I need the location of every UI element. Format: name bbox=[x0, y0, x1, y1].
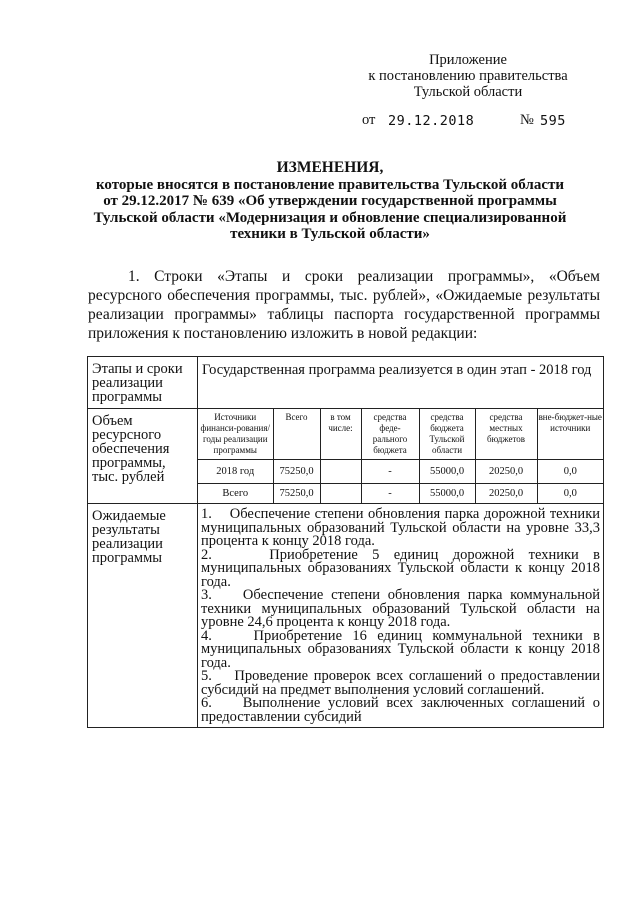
data-cell: 55000,0 bbox=[419, 484, 475, 504]
header-cell: Всего bbox=[273, 409, 320, 460]
row-label: Этапы и сроки реализации программы bbox=[88, 357, 198, 409]
data-cell: 75250,0 bbox=[273, 460, 320, 484]
data-cell bbox=[320, 460, 361, 484]
heading-line: от 29.12.2017 № 639 «Об утверждении государственной программы bbox=[103, 193, 557, 209]
heading-line: Тульской области «Модернизация и обновление специализированной bbox=[93, 209, 567, 226]
appendix-block bbox=[356, 52, 580, 100]
data-cell: - bbox=[361, 484, 419, 504]
result-item: 4. Приобретение 16 единиц коммунальной техники в муниципальных образованиях Тульской области к концу 2018 года. bbox=[201, 627, 600, 671]
results-cell bbox=[198, 504, 604, 728]
data-cell: - bbox=[361, 460, 419, 484]
data-cell bbox=[320, 484, 361, 504]
document-title: ИЗМЕНЕНИЯ, bbox=[276, 159, 384, 176]
table-row bbox=[88, 409, 604, 504]
decree-date: 29.12.2018 bbox=[388, 113, 475, 129]
row-label: Объем ресурсного обеспечения программы, тыс. рублей bbox=[88, 409, 198, 504]
appendix-line: к постановлению правительства bbox=[368, 68, 568, 84]
appendix-line: Тульской области bbox=[413, 84, 523, 100]
data-cell: 0,0 bbox=[537, 484, 603, 504]
decree-dateline bbox=[362, 112, 566, 129]
header-cell: средства местных бюджетов bbox=[475, 409, 537, 460]
table-row bbox=[88, 357, 604, 409]
result-item: 1. Обеспечение степени обновления парка дорожной техники муниципальных образований Тульской области на уровне 33,3 процента к концу 2018 года. bbox=[201, 506, 600, 549]
heading-line: которые вносятся в постановление правительства Тульской области bbox=[95, 176, 565, 193]
intro-paragraph: 1. Строки «Этапы и сроки реализации программы», «Объем ресурсного обеспечения программы, тыс. рублей», «Ожидаемые результаты реализации программы» таблицы паспорта государственной программы приложения к постановлению изложить в новой редакции: bbox=[88, 268, 600, 342]
data-cell: 75250,0 bbox=[273, 484, 320, 504]
data-cell: 20250,0 bbox=[475, 484, 537, 504]
document-heading bbox=[86, 160, 574, 243]
heading-line: техники в Тульской области» bbox=[230, 226, 430, 242]
header-cell: средства феде-рального бюджета bbox=[361, 409, 419, 460]
passport-table bbox=[87, 356, 604, 728]
header-cell: Источники финанси-рования/ годы реализации программы bbox=[200, 412, 270, 455]
data-cell: 2018 год bbox=[198, 460, 273, 484]
appendix-title: Приложение bbox=[429, 52, 507, 68]
result-item: 3. Обеспечение степени обновления парка коммунальной техники муниципальных образований Тульской области на уровне 24,6 процента к концу 2018 года. bbox=[201, 587, 600, 630]
funding-row bbox=[198, 460, 603, 484]
result-item: 2. Приобретение 5 единиц дорожной техники в муниципальных образованиях Тульской области к концу 2018 года. bbox=[201, 546, 600, 590]
table-row bbox=[88, 504, 604, 728]
result-item: 5. Проведение проверок всех соглашений о предоставлении субсидий на предмет выполнения условий соглашений. bbox=[201, 668, 600, 698]
header-cell: средства бюджета Тульской области bbox=[419, 409, 475, 460]
data-cell: 0,0 bbox=[537, 460, 603, 484]
funding-row bbox=[198, 484, 603, 504]
header-cell: в том числе: bbox=[320, 409, 361, 460]
data-cell: 55000,0 bbox=[419, 460, 475, 484]
row-label: Ожидаемые результаты реализации программы bbox=[88, 504, 198, 728]
data-cell: 20250,0 bbox=[475, 460, 537, 484]
decree-number: 595 bbox=[540, 113, 566, 129]
result-item: 6. Выполнение условий всех заключенных соглашений о предоставлении субсидий bbox=[201, 695, 600, 725]
header-cell: вне-бюджет-ные источники bbox=[537, 409, 603, 460]
number-sign: № bbox=[520, 112, 534, 128]
data-cell: Всего bbox=[198, 484, 273, 504]
funding-table bbox=[198, 409, 603, 503]
date-label: от bbox=[362, 112, 376, 128]
funding-cell bbox=[198, 409, 604, 504]
row-value: Государственная программа реализуется в один этап - 2018 год bbox=[198, 357, 604, 409]
funding-header-row bbox=[198, 409, 603, 460]
